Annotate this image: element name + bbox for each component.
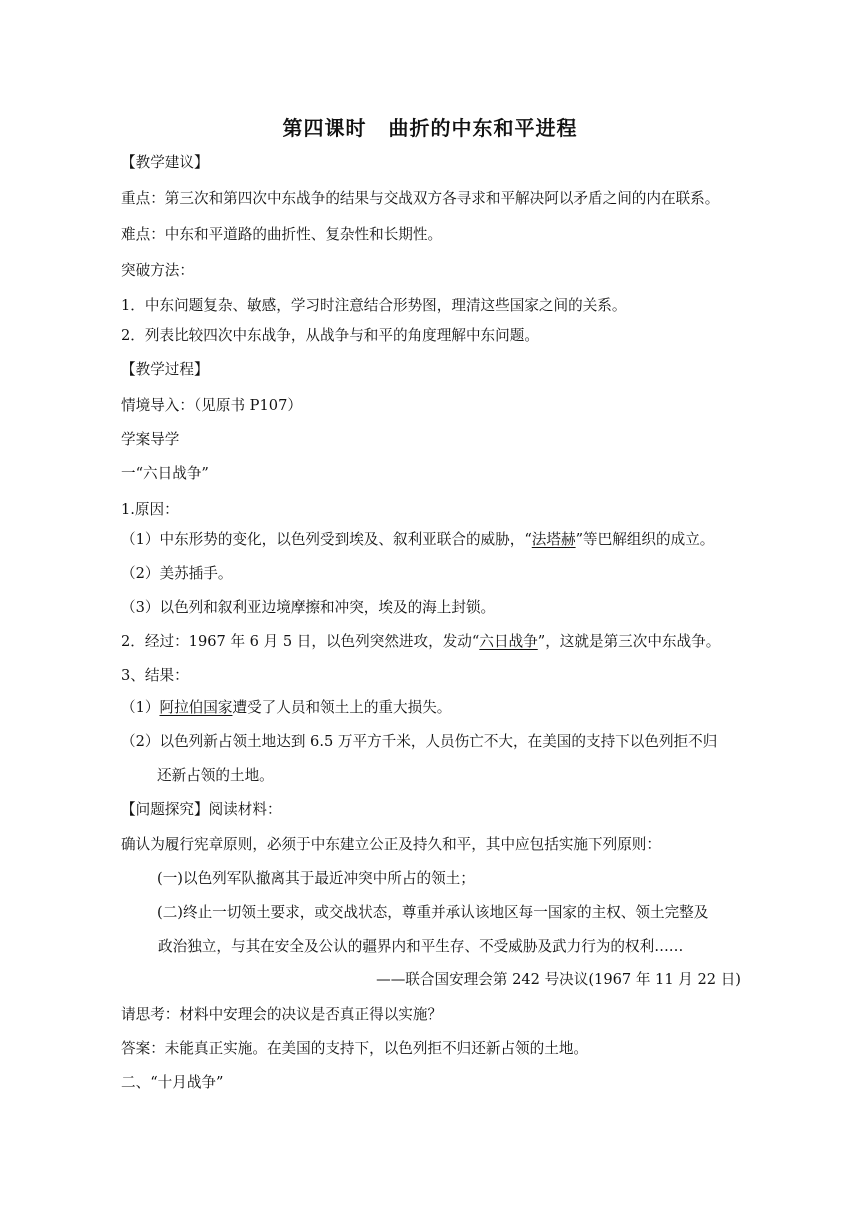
page-title — [0, 114, 860, 142]
result-item-2-cont: 还新占领的土地。 — [157, 767, 274, 784]
result-item-1 — [121, 698, 451, 718]
war1-heading: 一“六日战争” — [121, 465, 209, 482]
arab-states-term: 阿拉伯国家 — [159, 699, 233, 716]
course-line — [121, 632, 720, 652]
result-1-prefix: （1） — [121, 699, 160, 716]
title-sub: 曲折的中东和平进程 — [388, 116, 578, 140]
question-line: 请思考：材料中安理会的决议是否真正得以实施？ — [121, 1006, 443, 1023]
method-label: 突破方法： — [121, 262, 194, 279]
intro-line: 情境导入：（见原书 P107） — [121, 397, 302, 414]
cause-1-tail: ”等巴解组织的成立。 — [575, 531, 715, 548]
cause-item-2: （2）美苏插手。 — [121, 565, 233, 582]
material-source: ——联合国安理会第 242 号决议(1967 年 11 月 22 日) — [376, 971, 741, 988]
method-item-2: 2．列表比较四次中东战争，从战争与和平的角度理解中东问题。 — [121, 327, 539, 344]
result-label: 3、结果： — [121, 667, 189, 684]
cause-1-text: （1）中东形势的变化，以色列受到埃及、叙利亚联合的威胁，“ — [121, 531, 532, 548]
material-intro: 确认为履行宪章原则，必须于中东建立公正及持久和平，其中应包括实施下列原则： — [121, 836, 661, 853]
result-item-2: （2）以色列新占领土地达到 6.5 万平方千米，人员伤亡不大，在美国的支持下以色列拒不归 — [121, 733, 718, 750]
guide-line: 学案导学 — [121, 431, 180, 448]
key-point: 重点：第三次和第四次中东战争的结果与交战双方各寻求和平解决阿以矛盾之间的内在联系。 — [121, 190, 720, 207]
suggestion-heading: 【教学建议】 — [121, 154, 209, 171]
process-heading: 【教学过程】 — [121, 361, 209, 378]
cause-item-1 — [121, 530, 714, 550]
inquiry-heading: 【问题探究】阅读材料： — [121, 801, 282, 818]
principle-2: (二)终止一切领土要求，或交战状态，尊重并承认该地区每一国家的主权、领土完整及 — [157, 904, 709, 921]
war2-heading: 二、“十月战争” — [121, 1074, 224, 1091]
method-item-1: 1．中东问题复杂、敏感，学习时注意结合形势图，理清这些国家之间的关系。 — [121, 297, 627, 314]
course-text: 2．经过：1967 年 6 月 5 日，以色列突然进攻，发动“ — [121, 633, 480, 650]
six-day-war-term: 六日战争 — [479, 633, 538, 650]
title-main: 第四课时 — [282, 116, 367, 140]
result-1-tail: 遭受了人员和领土上的重大损失。 — [232, 699, 452, 716]
answer-line: 答案：未能真正实施。在美国的支持下，以色列拒不归还新占领的土地。 — [121, 1040, 589, 1057]
principle-2-cont: 政治独立，与其在安全及公认的疆界内和平生存、不受威胁及武力行为的权利…… — [158, 938, 684, 955]
difficulty: 难点：中东和平道路的曲折性、复杂性和长期性。 — [121, 226, 443, 243]
principle-1: (一)以色列军队撤离其于最近冲突中所占的领土； — [157, 870, 475, 887]
fatah-term: 法塔赫 — [531, 531, 576, 548]
course-tail: ”，这就是第三次中东战争。 — [537, 633, 721, 650]
cause-label: 1.原因： — [121, 501, 179, 518]
cause-item-3: （3）以色列和叙利亚边境摩擦和冲突，埃及的海上封锁。 — [121, 599, 496, 616]
